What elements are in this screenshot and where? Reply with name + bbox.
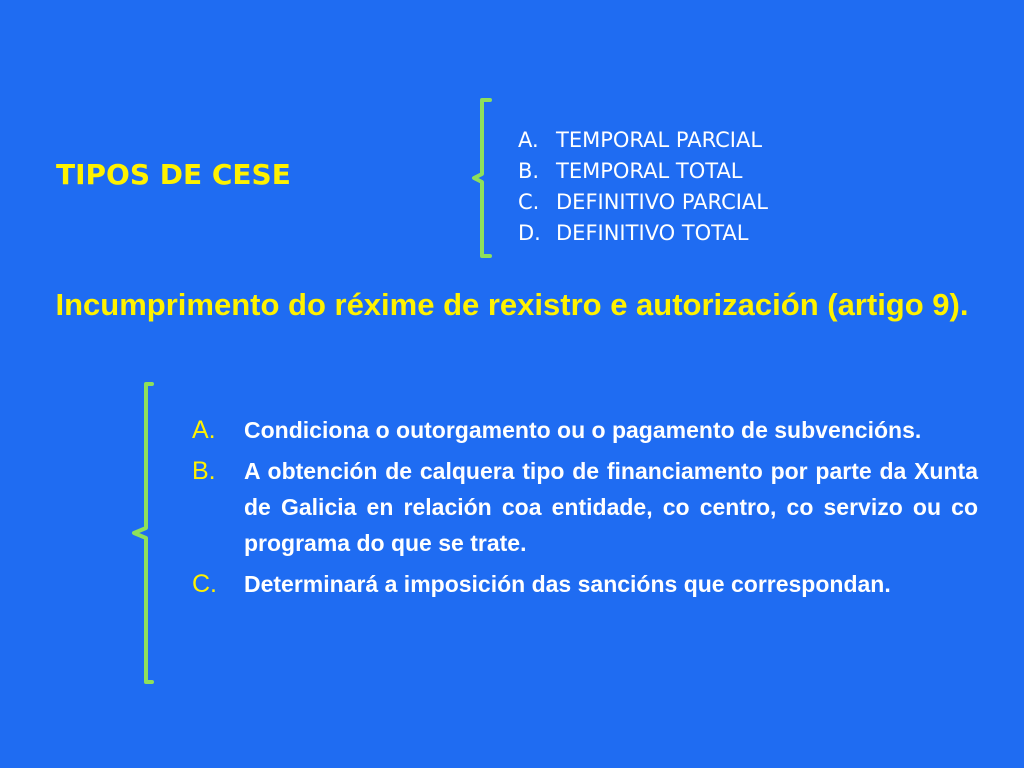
section-item: [192, 566, 978, 602]
cese-type-letter: B.: [518, 159, 540, 183]
cese-type-letter: A.: [518, 128, 539, 152]
section-item: [192, 412, 978, 448]
cese-type-label: DEFINITIVO PARCIAL: [556, 190, 768, 214]
cese-type-letter: C.: [518, 190, 540, 214]
cese-type-label: DEFINITIVO TOTAL: [556, 221, 749, 245]
cese-type-item: [518, 156, 768, 187]
cese-brace: [466, 96, 494, 260]
section-items-list: [192, 412, 978, 607]
section-item-text: Determinará a imposición das sancións que correspondan.: [244, 571, 891, 597]
section-item-letter: A.: [192, 416, 216, 444]
cese-type-item: [518, 187, 768, 218]
cese-types-list: [518, 125, 768, 249]
cese-type-label: TEMPORAL TOTAL: [556, 159, 743, 183]
section-item-text: A obtención de calquera tipo de financiamento por parte da Xunta de Galicia en relación coa entidade, co centro, co servizo ou co programa do que se trate.: [244, 458, 978, 556]
cese-type-letter: D.: [518, 221, 541, 245]
section-brace: [128, 380, 158, 686]
section-item: [192, 453, 978, 561]
cese-type-label: TEMPORAL PARCIAL: [556, 128, 763, 152]
section-item-text: Condiciona o outorgamento ou o pagamento de subvencións.: [244, 417, 922, 443]
section-item-letter: C.: [192, 570, 217, 598]
section-heading: Incumprimento do réxime de rexistro e autorización (artigo 9).: [55, 287, 969, 322]
cese-title: TIPOS DE CESE: [56, 158, 291, 191]
section-item-letter: B.: [192, 457, 216, 485]
cese-type-item: [518, 218, 768, 249]
cese-type-item: [518, 125, 768, 156]
